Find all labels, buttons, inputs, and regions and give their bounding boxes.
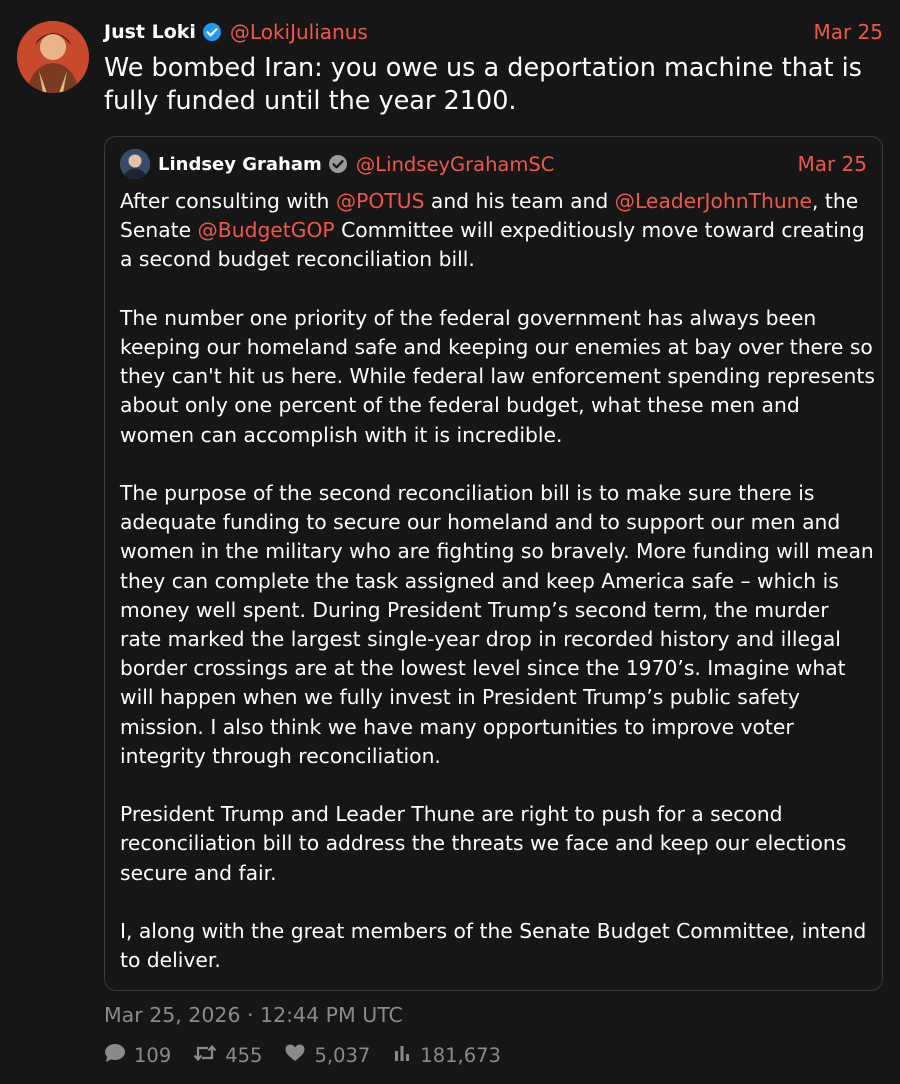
tweet-stats bbox=[104, 1041, 523, 1069]
tweet-text: We bombed Iran: you owe us a deportation machine that is fully funded until the year 2100. bbox=[104, 53, 862, 116]
government-badge-icon bbox=[328, 154, 348, 174]
mention-link-budgetgop[interactable]: @BudgetGOP bbox=[197, 218, 335, 243]
mention-link-leaderjohnthune[interactable]: @LeaderJohnThune bbox=[614, 189, 813, 213]
quoted-tweet-date[interactable]: Mar 25 bbox=[797, 152, 867, 176]
quoted-paragraph-3: The purpose of the second reconciliation bill is to make sure there is adequate funding to secure our homeland and to support our men and women in the military who are fighting so bravely. More funding will mean they can complete the task assigned and keep America safe – which is money well spent. During President Trump’s second term, the murder rate marked the largest single-year drop in recorded history and illegal border crossings are at the lowest level since the 1970’s. Imagine what will happen when we fully invest in President Trump’s public safety mission. I also think we have many opportunities to improve voter integrity through reconciliation. bbox=[120, 481, 874, 768]
text-segment: After consulting with bbox=[120, 189, 336, 213]
quoted-author-handle[interactable]: @LindseyGrahamSC bbox=[355, 152, 555, 176]
quoted-author-name[interactable]: Lindsey Graham bbox=[158, 153, 322, 175]
retweet-icon bbox=[193, 1043, 225, 1068]
like-count: 5,037 bbox=[314, 1043, 371, 1067]
text-segment: and his team and bbox=[424, 189, 615, 213]
text-segment: Committee will expeditiously move toward creating a second budget reconciliation bill. bbox=[120, 218, 865, 272]
text-segment: , the Senate bbox=[120, 189, 859, 243]
quoted-tweet-header bbox=[120, 149, 867, 179]
quoted-author-avatar[interactable] bbox=[120, 149, 150, 179]
tweet-timestamp[interactable]: Mar 25, 2026 · 12:44 PM UTC bbox=[104, 1003, 403, 1027]
views-stat[interactable] bbox=[392, 1043, 501, 1068]
author-avatar[interactable] bbox=[17, 21, 89, 93]
tweet-date[interactable]: Mar 25 bbox=[813, 20, 883, 44]
retweet-stat[interactable] bbox=[193, 1043, 262, 1068]
like-stat[interactable] bbox=[284, 1043, 370, 1068]
heart-icon bbox=[284, 1043, 314, 1068]
views-icon bbox=[392, 1043, 420, 1068]
quoted-paragraph-5: I, along with the great members of the Senate Budget Committee, intend to deliver. bbox=[120, 919, 867, 973]
quoted-paragraph-1 bbox=[120, 187, 876, 275]
reply-count: 109 bbox=[134, 1043, 172, 1067]
tweet-header bbox=[104, 18, 883, 46]
quoted-tweet-body bbox=[120, 187, 876, 975]
views-count: 181,673 bbox=[420, 1043, 501, 1067]
author-handle[interactable]: @LokiJulianus bbox=[229, 20, 368, 44]
reply-icon bbox=[104, 1043, 134, 1068]
quoted-paragraph-2: The number one priority of the federal government has always been keeping our homeland safe and keeping our enemies at bay over there so they can't hit us here. While federal law enforcement spending represents about only one percent of the federal budget, what these men and women can accomplish with it is incredible. bbox=[120, 305, 875, 447]
reply-stat[interactable] bbox=[104, 1043, 171, 1068]
mention-link-potus[interactable]: @POTUS bbox=[335, 189, 425, 213]
author-name[interactable]: Just Loki bbox=[104, 21, 196, 43]
quoted-paragraph-4: President Trump and Leader Thune are right to push for a second reconciliation bill to address the threats we face and keep our elections secure and fair. bbox=[120, 802, 847, 885]
verified-badge-icon bbox=[202, 22, 222, 42]
quoted-tweet[interactable] bbox=[104, 136, 883, 991]
retweet-count: 455 bbox=[225, 1043, 263, 1067]
